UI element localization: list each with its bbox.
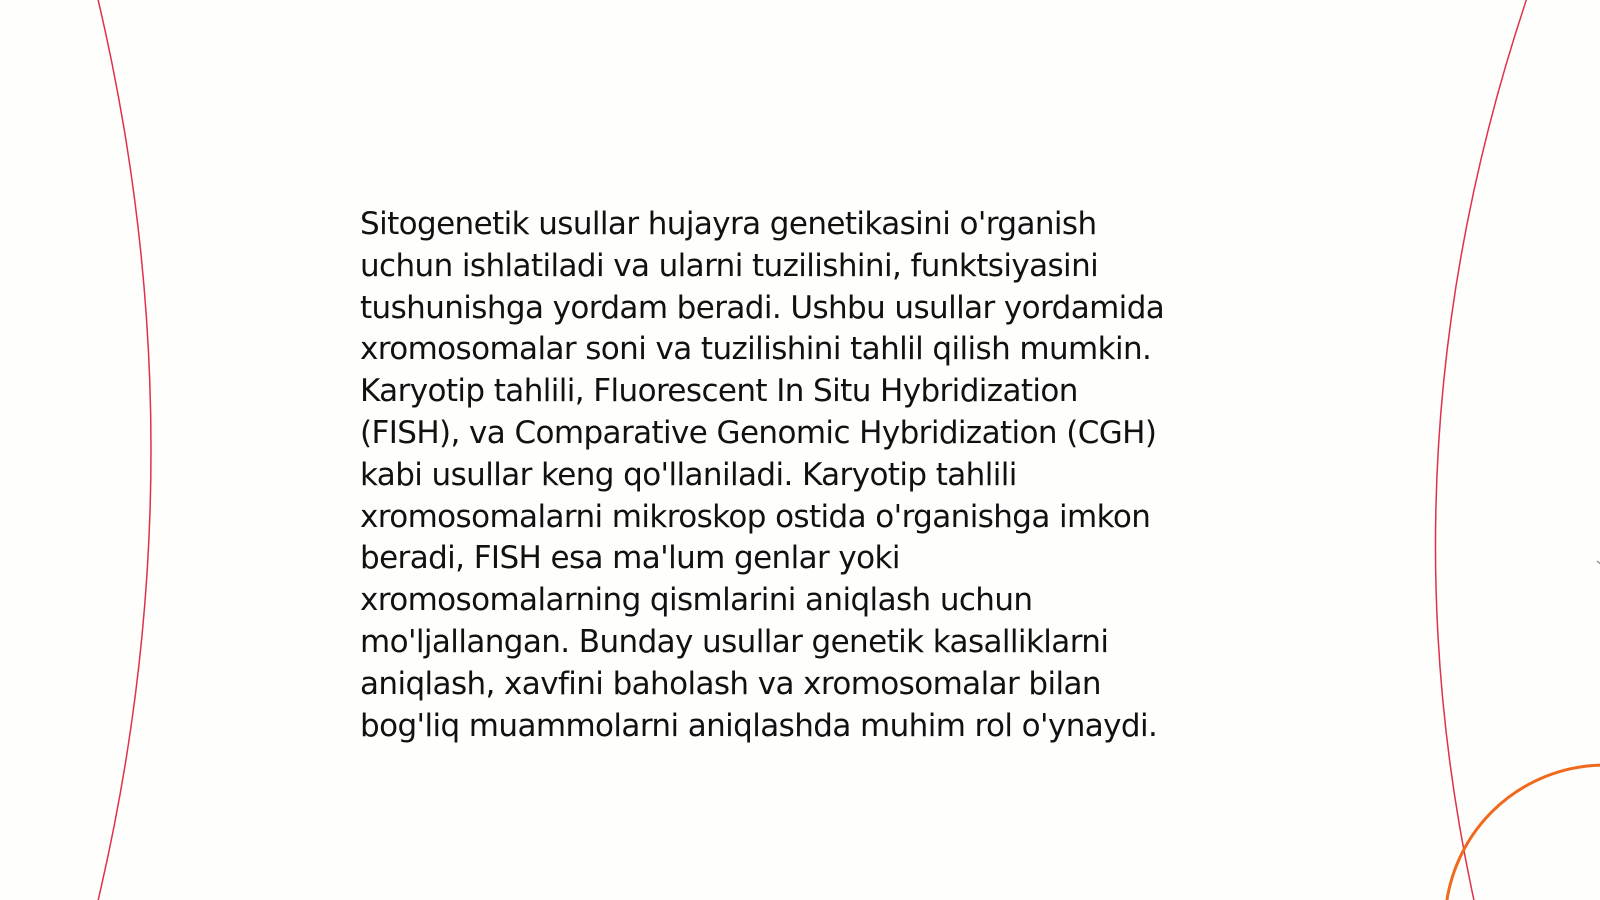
orange-accent-circle bbox=[1445, 765, 1600, 900]
body-paragraph: Sitogenetik usullar hujayra genetikasini o'rganish uchun ishlatiladi va ularni tuzilishini, funktsiyasini tushunishga yordam beradi. Ushbu usullar yordamida xromosomalar soni va tuzilishini tahlil qilish mumkin. Karyotip tahlili, Fluorescent In Situ Hybridization (FISH), va Comparative Genomic Hybridization (CGH) kabi usullar keng qo'llaniladi. Karyotip tahlili xromosomalarni mikroskop ostida o'rganishga imkon beradi, FISH esa ma'lum genlar yoki xromosomalarning qismlarini aniqlash uchun mo'ljallangan. Bunday usullar genetik kasalliklarni aniqlash, xavfini baholash va xromosomalar bilan bog'liq muammolarni aniqlashda muhim rol o'ynaydi. bbox=[360, 206, 1165, 744]
right-curve-line bbox=[1435, 0, 1528, 900]
left-curve-line bbox=[97, 0, 151, 900]
